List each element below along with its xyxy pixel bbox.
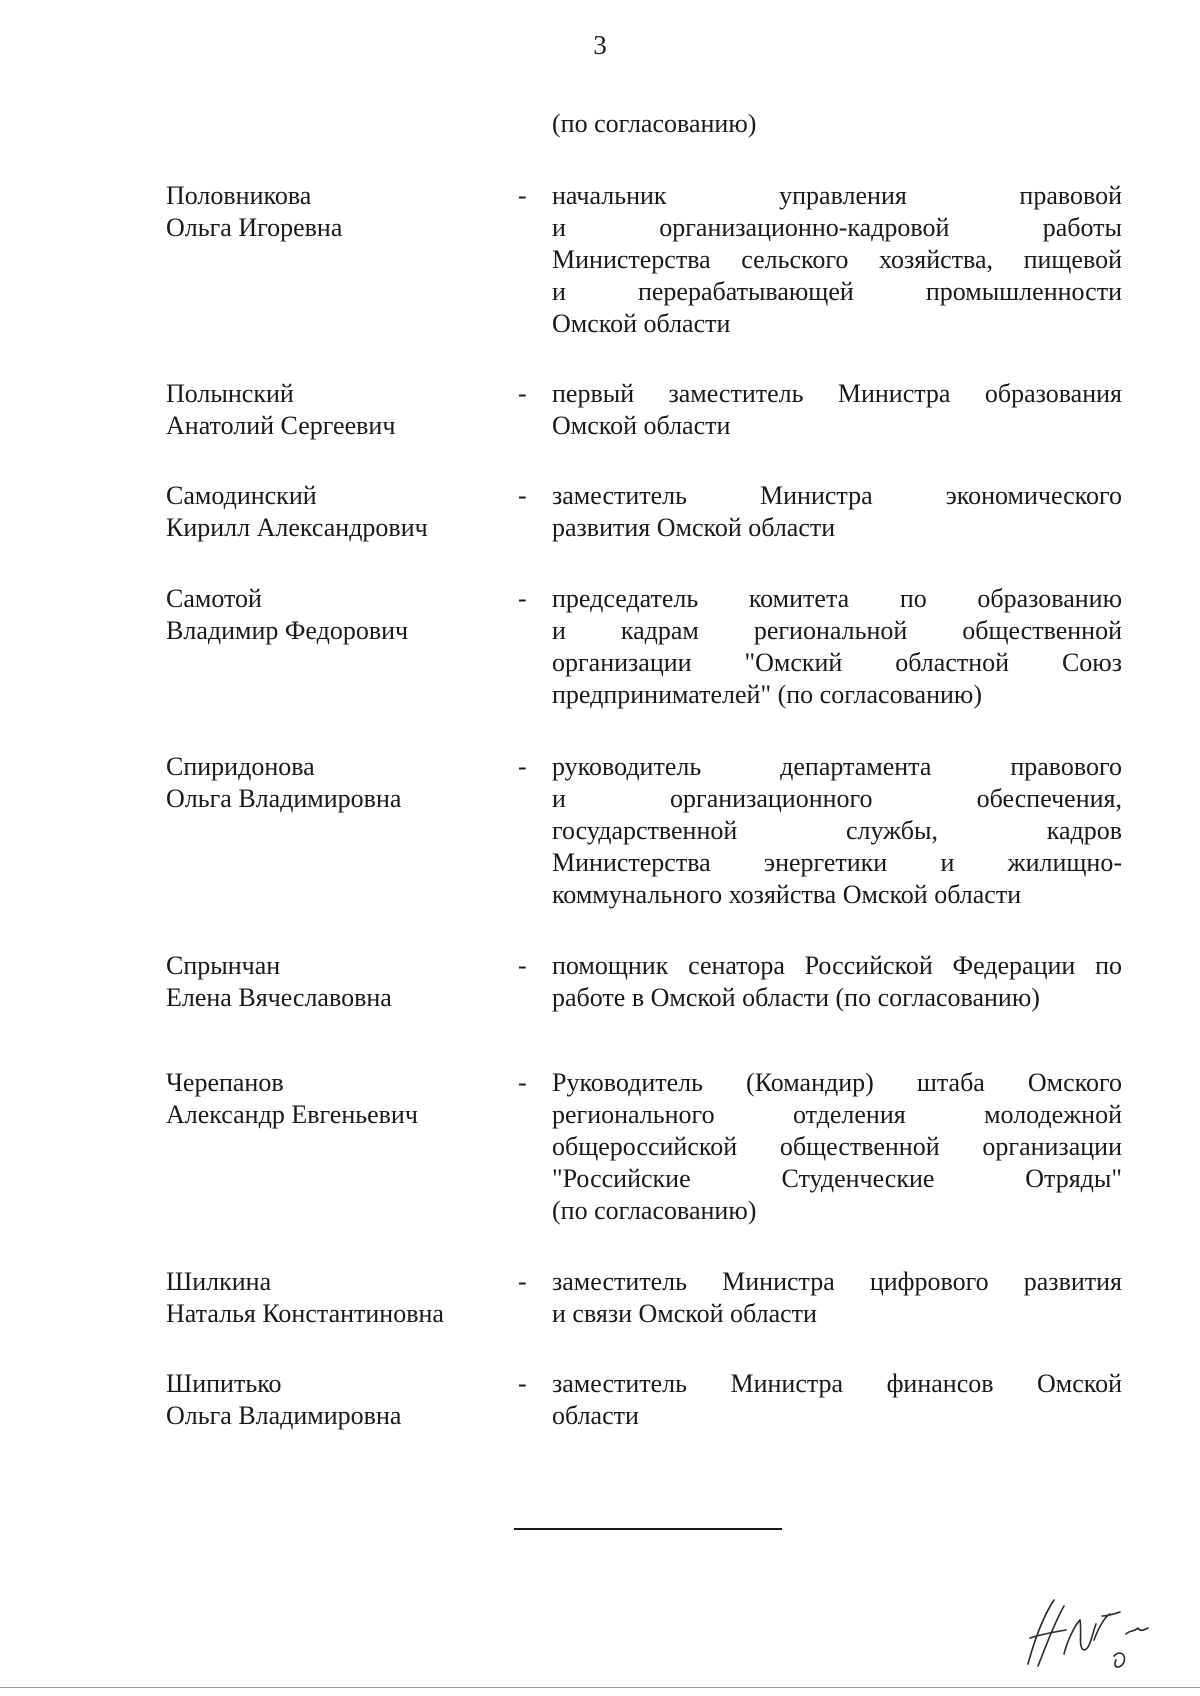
position-line: заместитель Министра экономического	[552, 481, 1122, 510]
member-name	[166, 480, 506, 544]
member-position	[552, 1067, 1122, 1227]
member-surname: Шилкина	[166, 1267, 272, 1296]
member-surname: Черепанов	[166, 1068, 284, 1097]
position-line: Омской области	[552, 309, 731, 338]
position-line: Министерства энергетики и жилищно-	[552, 848, 1122, 877]
member-surname: Самотой	[166, 584, 262, 613]
member-name	[166, 950, 506, 1014]
member-position	[552, 583, 1122, 711]
position-line: начальник управления правовой	[552, 181, 1122, 210]
position-line: заместитель Министра цифрового развития	[552, 1267, 1122, 1296]
position-line: организации "Омский областной Союз	[552, 648, 1122, 677]
member-name	[166, 378, 506, 442]
position-line: предпринимателей" (по согласованию)	[552, 680, 982, 709]
member-surname: Самодинский	[166, 481, 317, 510]
position-line: (по согласованию)	[552, 1196, 757, 1225]
member-given-names: Наталья Константиновна	[166, 1299, 444, 1328]
position-line: первый заместитель Министра образования	[552, 379, 1122, 408]
dash-separator: -	[518, 481, 527, 510]
dash-separator: -	[518, 584, 527, 613]
member-position	[552, 950, 1122, 1014]
member-position	[552, 180, 1122, 340]
position-line: Омской области	[552, 411, 731, 440]
member-position	[552, 1266, 1122, 1330]
position-line: и организационного обеспечения,	[552, 784, 1122, 813]
position-line: и кадрам региональной общественной	[552, 616, 1122, 645]
member-name	[166, 583, 506, 647]
member-given-names: Анатолий Сергеевич	[166, 411, 396, 440]
position-line: области	[552, 1401, 639, 1430]
position-line: руководитель департамента правового	[552, 752, 1122, 781]
member-position	[552, 480, 1122, 544]
member-name	[166, 1368, 506, 1432]
member-given-names: Ольга Владимировна	[166, 784, 402, 813]
member-surname: Шипитько	[166, 1369, 282, 1398]
page-number: 3	[593, 30, 607, 60]
position-line: регионального отделения молодежной	[552, 1100, 1122, 1129]
member-name	[166, 751, 506, 815]
position-line: "Российские Студенческие Отряды"	[552, 1164, 1122, 1193]
member-position	[552, 751, 1122, 911]
position-line: развития Омской области	[552, 513, 836, 542]
member-given-names: Ольга Игоревна	[166, 213, 343, 242]
member-name	[166, 180, 506, 244]
member-position	[552, 378, 1122, 442]
dash-separator: -	[518, 1267, 527, 1296]
dash-separator: -	[518, 1068, 527, 1097]
position-line: общероссийской общественной организации	[552, 1132, 1122, 1161]
dash-separator: -	[518, 951, 527, 980]
end-of-list-rule	[514, 1528, 782, 1530]
position-line: помощник сенатора Российской Федерации по	[552, 951, 1122, 980]
dash-separator: -	[518, 1369, 527, 1398]
dash-separator: -	[518, 181, 527, 210]
position-line: Министерства сельского хозяйства, пищевой	[552, 245, 1122, 274]
member-name	[166, 1067, 506, 1131]
dash-separator: -	[518, 379, 527, 408]
member-given-names: Елена Вячеславовна	[166, 983, 392, 1012]
position-line: председатель комитета по образованию	[552, 584, 1122, 613]
position-line: коммунального хозяйства Омской области	[552, 880, 1022, 909]
member-name	[166, 1266, 506, 1330]
member-surname: Спиридонова	[166, 752, 315, 781]
dash-separator: -	[518, 752, 527, 781]
position-line: и связи Омской области	[552, 1299, 817, 1328]
position-line: работе в Омской области (по согласованию)	[552, 983, 1040, 1012]
member-given-names: Александр Евгеньевич	[166, 1100, 418, 1129]
position-line: и организационно-кадровой работы	[552, 213, 1122, 242]
position-line: Руководитель (Командир) штаба Омского	[552, 1068, 1122, 1097]
signature-mark	[1020, 1594, 1150, 1674]
member-surname: Спрынчан	[166, 951, 281, 980]
member-position	[552, 1368, 1122, 1432]
position-line: заместитель Министра финансов Омской	[552, 1369, 1122, 1398]
member-given-names: Ольга Владимировна	[166, 1401, 402, 1430]
member-surname: Полынский	[166, 379, 294, 408]
position-line: и перерабатывающей промышленности	[552, 277, 1122, 306]
member-surname: Половникова	[166, 181, 312, 210]
continuation-note: (по согласованию)	[552, 109, 757, 138]
position-line: государственной службы, кадров	[552, 816, 1122, 845]
scan-edge-line	[0, 1687, 1200, 1688]
member-given-names: Владимир Федорович	[166, 616, 409, 645]
member-given-names: Кирилл Александрович	[166, 513, 428, 542]
